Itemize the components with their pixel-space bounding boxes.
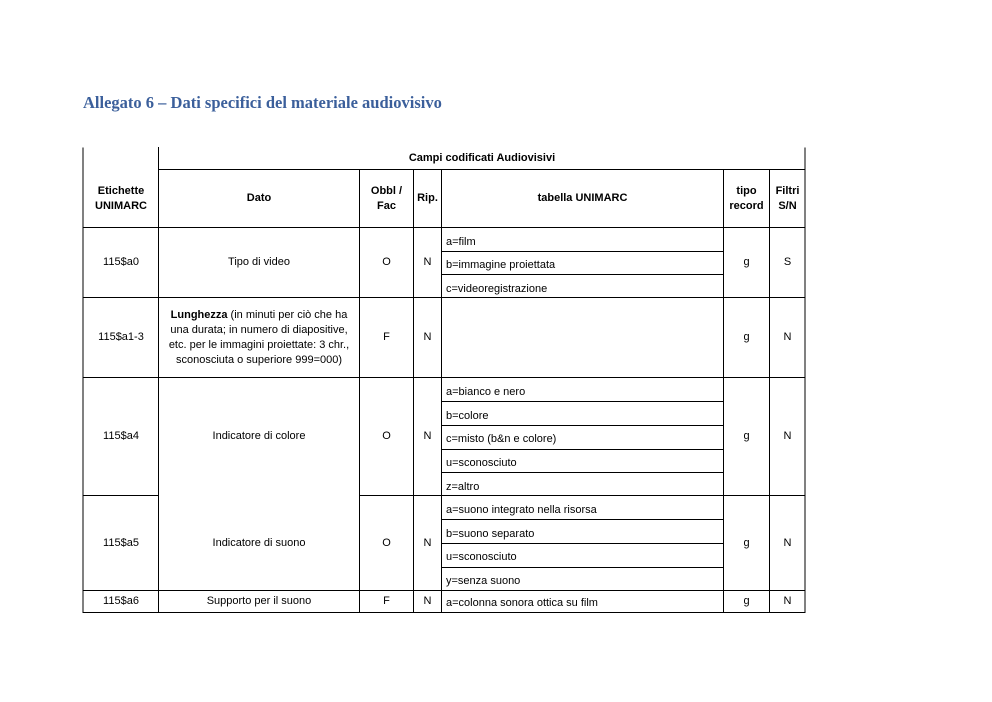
- group-header: Campi codificati Audiovisivi: [408, 152, 556, 164]
- row-value: u=sconosciuto: [446, 550, 517, 563]
- col-header-tabella: tabella UNIMARC: [537, 192, 628, 204]
- row-filtri: N: [783, 331, 792, 343]
- row-tag: 115$a5: [103, 536, 139, 549]
- row-dato-bold: Lunghezza: [170, 308, 228, 321]
- row-dato: Indicatore di suono: [212, 536, 306, 549]
- row-value: c=misto (b&n e colore): [446, 432, 557, 445]
- row-filtri: N: [783, 536, 792, 549]
- row-tag: 115$a1-3: [98, 331, 144, 343]
- row-value: a=bianco e nero: [446, 385, 526, 398]
- row-tag: 115$a4: [103, 430, 139, 442]
- col-header-rip: Rip.: [417, 192, 438, 204]
- col-header-tipo: tipo record: [729, 184, 764, 212]
- row-value: a=suono integrato nella risorsa: [446, 503, 597, 516]
- row-value: z=altro: [446, 480, 480, 493]
- page-title: Allegato 6 – Dati specifici del materiale audiovisivo: [83, 93, 442, 112]
- row-dato: [161, 298, 357, 377]
- row-value: c=videoregistrazione: [446, 282, 548, 295]
- row-value: a=film: [446, 235, 476, 248]
- row-obbl: O: [382, 536, 391, 549]
- row-tag: 115$a6: [103, 595, 139, 607]
- row-rip: N: [423, 331, 432, 343]
- row-dato: Tipo di video: [228, 256, 290, 268]
- row-tipo: g: [743, 430, 750, 442]
- row-filtri: S: [783, 256, 792, 268]
- row-tipo: g: [743, 331, 750, 343]
- row-dato: Supporto per il suono: [206, 595, 312, 607]
- row-rip: N: [423, 536, 432, 549]
- row-obbl: F: [383, 331, 390, 343]
- row-obbl: F: [383, 595, 390, 607]
- row-obbl: O: [382, 430, 391, 442]
- row-tipo: g: [743, 595, 750, 607]
- row-rip: N: [423, 430, 432, 442]
- row-value: b=suono separato: [446, 527, 535, 540]
- col-header-dato: Dato: [246, 192, 272, 204]
- row-tag: 115$a0: [103, 256, 139, 268]
- row-value: b=immagine proiettata: [446, 258, 556, 271]
- row-value: a=colonna sonora ottica su film: [446, 596, 598, 609]
- col-header-filtri: Filtri S/N: [775, 184, 800, 212]
- row-dato: Indicatore di colore: [212, 430, 306, 442]
- row-filtri: N: [783, 595, 792, 607]
- row-tipo: g: [743, 536, 750, 549]
- row-rip: N: [423, 595, 432, 607]
- row-filtri: N: [783, 430, 792, 442]
- row-rip: N: [423, 256, 432, 268]
- audiovisual-fields-table: [83, 147, 805, 613]
- row-dato-rest: (in minuti per ciò che ha una durata; in numero di diapositive, etc. per le immagini proiettate: 3 chr., sconosciuta o superiore 999=000): [168, 308, 350, 366]
- row-value: y=senza suono: [446, 574, 521, 587]
- col-header-etichette: Etichette UNIMARC: [95, 184, 147, 212]
- row-tipo: g: [743, 256, 750, 268]
- row-value: u=sconosciuto: [446, 456, 517, 469]
- col-header-obbl: Obbl / Fac: [370, 184, 403, 212]
- row-value: b=colore: [446, 409, 489, 422]
- row-obbl: O: [382, 256, 391, 268]
